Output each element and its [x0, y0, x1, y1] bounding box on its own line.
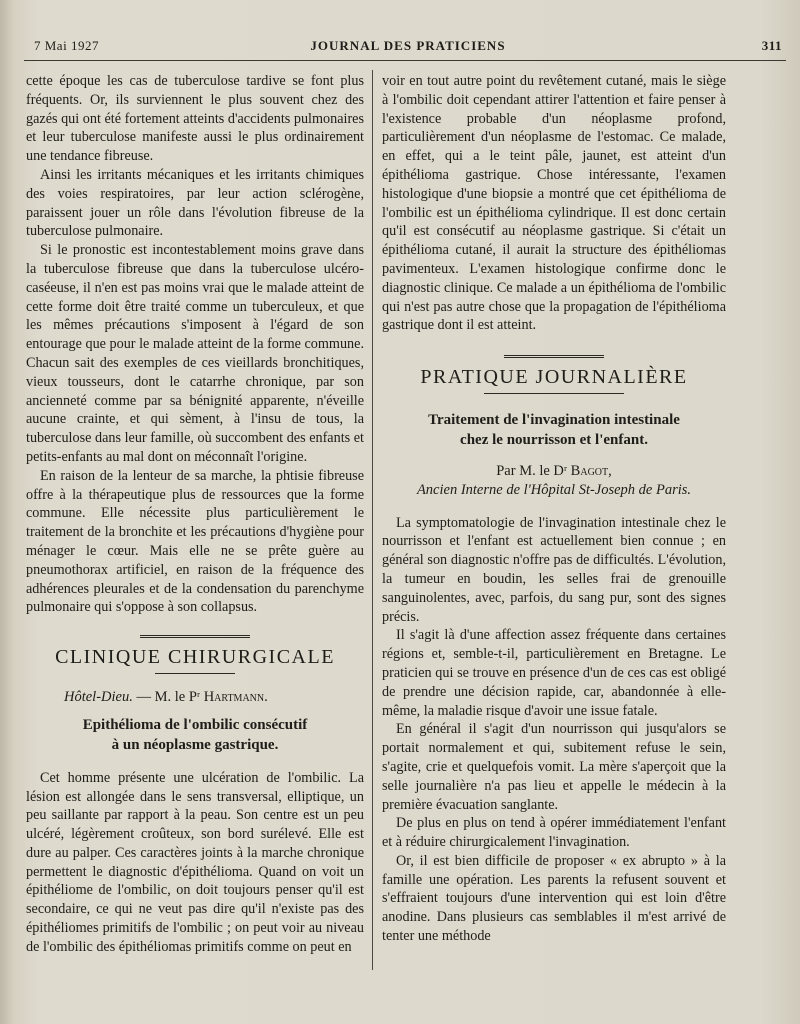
paragraph: cette époque les cas de tuberculose tardive se font plus fréquents. Or, ils surviennent le plus souvent chez des gazés qui ont été fortement atteints d'accidents pulmonaires et leur tuberculose manifeste aussi le plus ordinairement une tendance fibreuse.	[26, 73, 364, 165]
hospital-name: Hôtel-Dieu.	[64, 688, 133, 705]
paragraph: Il s'agit là d'une affection assez fréquente dans certaines régions et, semble-t-il, particulièrement en Bretagne. Le praticien qui se trouve en présence d'un de ces cas est obligé de prendre une décision rapide, car, abandonnée à elle-même, la maladie risque d'avoir une issue fatale.	[382, 627, 726, 719]
paragraph: Ainsi les irritants mécaniques et les irritants chimiques des voies respiratoires, par leur action sclérogène, paraissent jouer un rôle dans l'évolution fibreuse de la tuberculose pulmonaire.	[26, 166, 364, 240]
article-title-line-1: Traitement de l'invagination intestinale	[428, 411, 680, 428]
paragraph: En raison de la lenteur de sa marche, la phtisie fibreuse offre à la thérapeutique plus de ressources que la forme commune. Elle nécessite plus particulièrement le traitement de la bronchite et les précautions d'hygiène pour ménager le cœur. Mais elle ne se prête guère au pneumothorax artificiel, en raison de la fréquence des adhérences pleurales et de la condensation du parenchyme pulmonaire qui s'oppose à son collapsus.	[26, 467, 364, 616]
paragraph: La symptomatologie de l'invagination intestinale chez le nourrisson et l'enfant est actuellement bien connue ; en général son diagnostic n'offre pas de difficultés. L'évolution, la tumeur en boudin, les selles frai de grenouille sanguinolentes, avec, parfois, du sang pur, sont des signes précis.	[382, 514, 726, 625]
author-prefix: — M. le Pʳ	[132, 688, 204, 705]
page-number: 311	[761, 38, 782, 53]
section-ornament-rule	[140, 635, 250, 638]
page-header	[34, 38, 782, 58]
article-title-line-2: à un néoplasme gastrique.	[111, 736, 279, 753]
article-body: Cet homme présente une ulcération de l'ombilic. La lésion est allongée dans le sens transversal, elliptique, un peu saillante par rapport à la peau. Son centre est un peu ulcéré, légèrement croûteux, son bord surélevé. Elle est dure au palper. Ces caractères joints à la marche chronique permettent le diagnostic d'épithélioma. Quand on voit un épithéliome de l'ombilic, on doit toujours penser qu'il est secondaire, ce qui ne veut pas dire qu'il n'existe pas des épithéliomes primitifs de l'ombilic ; on peut voir au niveau de l'ombilic des épithéliomas primitifs comme on peut en	[26, 769, 364, 955]
issue-date: 7 Mai 1927	[34, 38, 99, 53]
paragraph: De plus en plus on tend à opérer immédiatement l'enfant et à réduire chirurgicalement l'invagination.	[382, 815, 726, 851]
journal-title: JOURNAL DES PRATICIENS	[310, 38, 506, 53]
paragraph: En général il s'agit d'un nourrisson qui jusqu'alors se portait normalement et qui, subitement refuse le sein, s'agite, crie et quelquefois vomit. La mère s'aperçoit que la selle journalière n'a pas lieu et appelle le médecin à la première évacuation sanglante.	[382, 721, 726, 813]
right-column	[382, 72, 726, 946]
section-ornament-rule	[504, 355, 604, 358]
author-name: Hartmann.	[203, 688, 268, 705]
section-title: CLINIQUE CHIRURGICALE	[55, 646, 335, 669]
column-divider	[372, 70, 373, 970]
byline	[382, 462, 726, 481]
header-rule	[24, 60, 786, 61]
author-affiliation: Ancien Interne de l'Hôpital St-Joseph de Paris.	[416, 481, 692, 498]
article-source	[26, 688, 364, 707]
article-continuation: voir en tout autre point du revêtement cutané, mais le siège à l'ombilic doit cependant attirer l'attention et faire penser à l'existence probable d'un néoplasme profond, particulièrement d'un néoplasme de l'estomac. Ce malade, en effet, qui a le teint pâle, jaunet, est atteint d'un épithélioma gastrique. Chose intéressante, l'examen histologique d'une biopsie a montré que cet épithélioma de l'ombilic est un épithélioma cylindrique. Il est donc certain qu'il est consécutif au néoplasme gastrique. Si c'était un épithélioma cutané, il aurait la structure des épithéliomas pavimenteux. L'examen histologique confirme donc le diagnostic clinique. Ce malade a un épithélioma de l'ombilic qui n'est pas autre chose que la propagation de l'épithélioma gastrique dont il est atteint.	[382, 73, 726, 334]
paragraph: Si le pronostic est incontestablement moins grave dans la tuberculose fibreuse que dans la tuberculose ulcéro-caséeuse, il n'en est pas moins vrai que le malade atteint de cette forme doit être traité comme un tuberculeux, et que les mêmes précautions s'imposent à l'égard de son entourage que pour le malade atteint de la forme commune. Chacun sait des exemples de ces vieillards bronchitiques, vieux tousseurs, dont le catarrhe chronique, par son ancienneté comme par sa bénignité apparente, n'éveille aucune crainte, et qui sèment, à l'insu de tous, la tuberculose dans leur famille, où succombent des enfants et petits-enfants au mal dont on méconnaît l'origine.	[26, 242, 364, 465]
author-name: Bagot,	[570, 462, 612, 479]
left-column	[26, 72, 364, 957]
paragraph: Or, il est bien difficile de proposer « ex abrupto » à la famille une opération. Les parents la refusent souvent et s'effraient toujours d'une intervention qui est loin d'être anodine. Dans plusieurs cas semblables il m'est arrivé de tenter une méthode	[382, 852, 726, 945]
article-title-line-2: chez le nourrisson et l'enfant.	[460, 431, 648, 448]
article-title-line-1: Epithélioma de l'ombilic consécutif	[82, 716, 308, 733]
section-title: PRATIQUE JOURNALIÈRE	[420, 366, 688, 389]
byline-prefix: Par M. le Dʳ	[496, 462, 571, 479]
